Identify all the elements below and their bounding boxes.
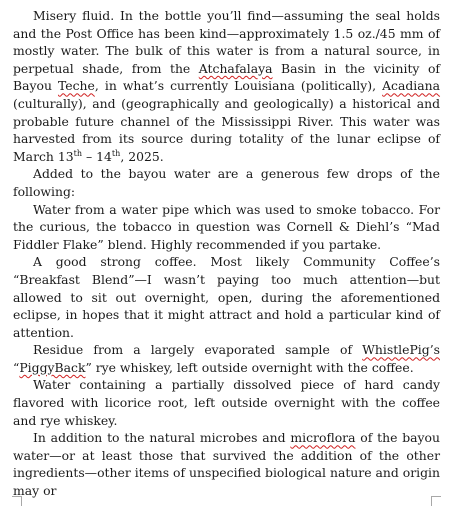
paragraph-2: Added to the bayou water are a generous few drops of the following:	[13, 166, 440, 199]
page-margin-corner-marker	[431, 496, 441, 506]
paragraph-7	[13, 429, 440, 499]
paragraph-4: A good strong coffee. Most likely Community Coffee’s “Breakfast Blend”—I wasn’t paying too much attention—but allowed to sit out overnight, open, during the aforementioned eclipse, in hopes that it might attract and hold a particular kind of attention.	[13, 254, 440, 340]
ordinal-superscript: th	[73, 148, 83, 158]
text-run: ” rye whiskey, left outside overnight with the coffee.	[85, 359, 414, 375]
page-margin-corner-marker	[12, 496, 22, 506]
text-run: Basin in the vicinity of Bayou	[13, 60, 440, 94]
text-run: Misery fluid. In the bottle you’ll find—assuming the seal holds and the Post Office has been kind—approximately 1.5 oz./45 mm of mostly water. The bulk of this water is from a natural source, in perpetual shade, from the	[13, 8, 440, 76]
spellcheck-flagged-word[interactable]: PiggyBack	[19, 359, 86, 375]
document-body[interactable]	[13, 7, 440, 500]
text-run: , 2025.	[120, 148, 164, 164]
paragraph-6: Water containing a partially dissolved piece of hard candy flavored with licorice root, left outside overnight with the coffee and rye whiskey.	[13, 377, 440, 428]
paragraph-1	[13, 7, 440, 165]
text-run: In addition to the natural microbes and	[33, 430, 291, 446]
spellcheck-flagged-word[interactable]: microflora	[290, 430, 356, 446]
paragraph-5	[13, 341, 440, 376]
text-run: , in what’s currently Louisiana (politically),	[94, 78, 383, 94]
text-run: Residue from a largely evaporated sample of	[33, 342, 363, 358]
text-run: – 14	[82, 148, 112, 164]
spellcheck-flagged-word[interactable]: Atchafalaya	[198, 60, 273, 76]
spellcheck-flagged-word[interactable]: WhistlePig’s	[362, 342, 440, 358]
spellcheck-flagged-word[interactable]: Teche	[57, 78, 95, 94]
text-run: (culturally), and (geographically and geologically) a historical and probable future channel of the Mississippi River. This water was harvested from its source during totality of the lunar eclipse of March 13	[13, 95, 440, 164]
text-run: “	[13, 359, 20, 375]
ordinal-superscript: th	[111, 148, 121, 158]
text-run: of the bayou water—or at least those that survived the addition of the other ingredients—other items of unspecified biological nature and origin may or	[13, 430, 440, 499]
spellcheck-flagged-word[interactable]: Acadiana	[382, 78, 441, 94]
paragraph-3: Water from a water pipe which was used to smoke tobacco. For the curious, the tobacco in question was Cornell & Diehl’s “Mad Fiddler Flake” blend. Highly recommended if you partake.	[13, 201, 440, 252]
